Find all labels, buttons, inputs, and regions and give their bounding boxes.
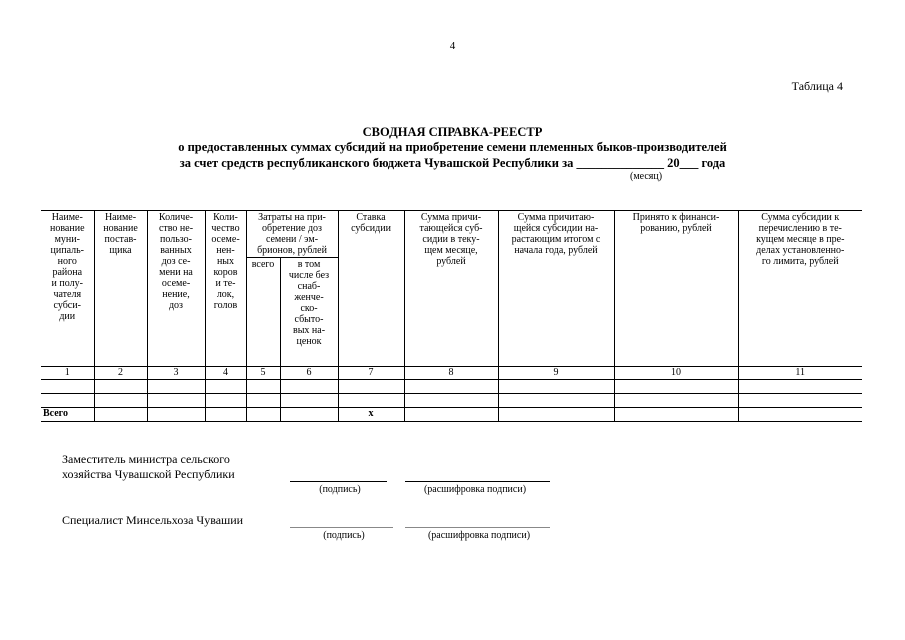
header-supplier: Наиме- нование постав- щика [94, 211, 147, 367]
header-row [41, 211, 862, 258]
column-number: 7 [338, 367, 404, 380]
column-number: 3 [147, 367, 205, 380]
signature-line [290, 481, 387, 482]
document-title: СВОДНАЯ СПРАВКА-РЕЕСТР [362, 125, 543, 139]
document-subtitle-line2: за счет средств республиканского бюджета Чувашской Республики за ______________ 20___ года [179, 156, 726, 170]
column-number: 9 [498, 367, 614, 380]
table-row [41, 380, 862, 394]
signature-caption: (подпись) [319, 484, 361, 495]
header-inseminated-cows: Коли- чество осеме- нен- ных коров и те- лок, голов [205, 211, 246, 367]
header-municipality-recipient: Наиме- нование муни- ципаль- ного района и полу- чателя субси- дии [41, 211, 94, 367]
column-number-row [41, 367, 862, 380]
signature-decode-caption: (расшифровка подписи) [427, 530, 531, 541]
header-subsidy-current-month: Сумма причи- тающейся суб- сидии в теку- щем месяце, рублей [404, 211, 498, 367]
column-number: 5 [246, 367, 280, 380]
signatory-position-specialist: Специалист Минсельхоза Чувашии [62, 513, 244, 527]
column-number: 8 [404, 367, 498, 380]
column-number: 4 [205, 367, 246, 380]
month-caption: (месяц) [630, 171, 663, 182]
header-costs: Затраты на при- обретение доз семени / эм- брионов, рублей [246, 211, 338, 258]
signature-decode-caption: (расшифровка подписи) [423, 484, 527, 495]
signature-decode-line [405, 481, 550, 482]
total-rate-mark: x [338, 408, 404, 422]
column-number: 11 [738, 367, 862, 380]
header-subsidy-rate: Ставка субсидии [338, 211, 404, 367]
signature-caption: (подпись) [323, 530, 365, 541]
column-number: 1 [41, 367, 94, 380]
document-subtitle-line1: о предоставленных суммах субсидий на приобретение семени племенных быков-производителей [178, 140, 727, 154]
table-row [41, 394, 862, 408]
column-number: 6 [280, 367, 338, 380]
header-accepted-financing: Принято к финанси- рованию, рублей [614, 211, 738, 367]
header-costs-without-markup: в том числе без снаб- женче- ско- сбыто- вых на- ценок [280, 258, 338, 367]
header-costs-total: всего [246, 258, 280, 367]
column-number: 2 [94, 367, 147, 380]
page-number: 4 [449, 40, 456, 52]
column-number: 10 [614, 367, 738, 380]
signatory-position-deputy-minister: Заместитель министра сельского хозяйства Чувашской Республики [62, 452, 235, 481]
total-label: Всего [41, 408, 94, 422]
header-unused-doses: Количе- ство не- пользо- ванных доз се- мени на осеме- нение, доз [147, 211, 205, 367]
signature-line [290, 527, 393, 528]
header-subsidy-transfer: Сумма субсидии к перечислению в те- кущем месяце в пре- делах установленно- го лимита, рублей [738, 211, 862, 367]
signature-decode-line [405, 527, 550, 528]
registry-table [41, 210, 862, 422]
total-row [41, 408, 862, 422]
table-number-label: Таблица 4 [791, 79, 843, 93]
header-subsidy-cumulative: Сумма причитаю- щейся субсидии на- растающим итогом с начала года, рублей [498, 211, 614, 367]
